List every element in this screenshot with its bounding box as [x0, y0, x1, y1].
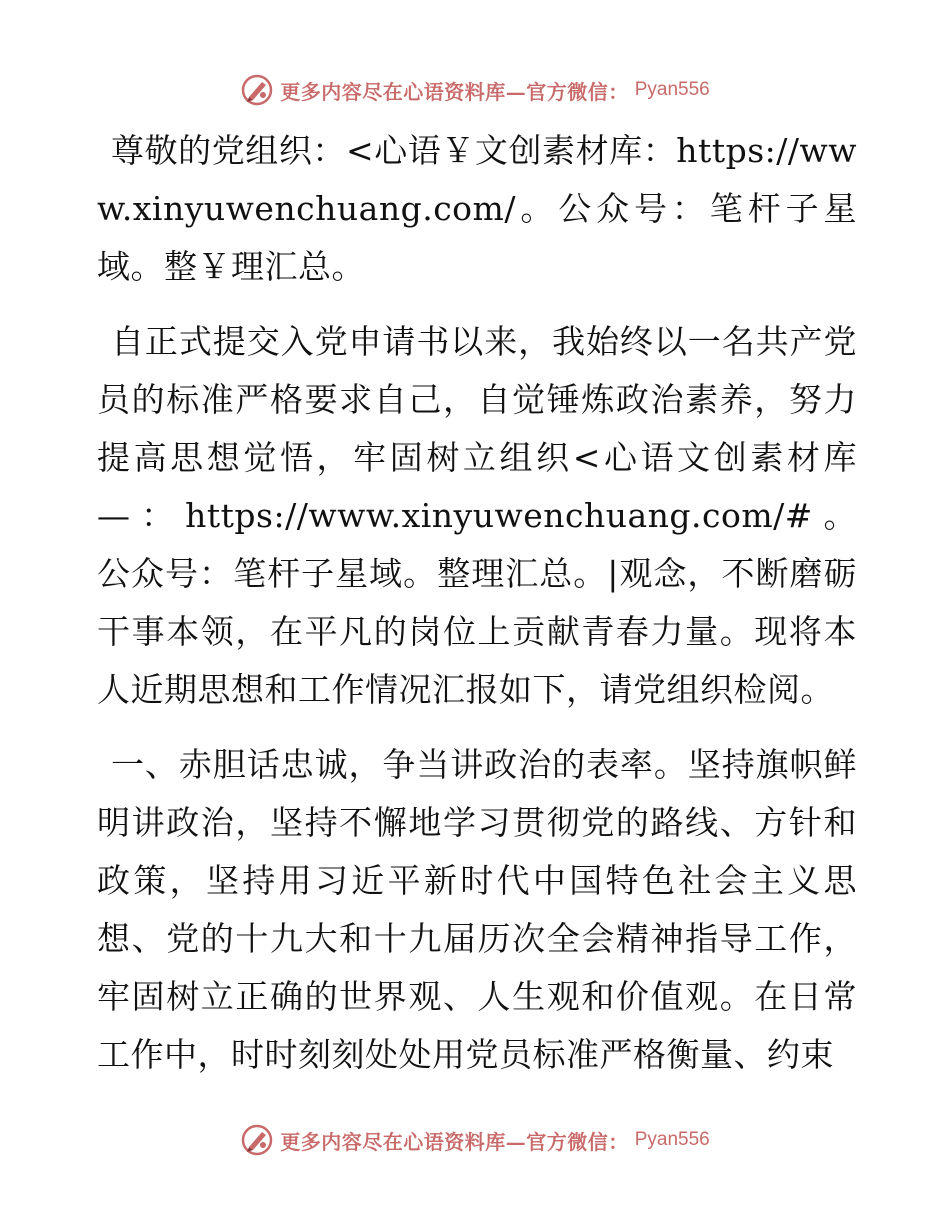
- document-body: [97, 122, 857, 1101]
- banner-text: 更多内容尽在心语资料库—官方微信：: [280, 1129, 629, 1154]
- banner-wechat-id: Pyan556: [634, 79, 710, 100]
- paragraph-section-one: 一、赤胆话忠诚，争当讲政治的表率。坚持旗帜鲜明讲政治，坚持不懈地学习贯彻党的路线、方针和政策，坚持用习近平新时代中国特色社会主义思想、党的十九大和十九届历次全会精神指导工作，牢固树立正确的世界观、人生观和价值观。在日常工作中，时时刻刻处处用党员标准严格衡量、约束: [97, 745, 857, 1074]
- paragraph-intro: 自正式提交入党申请书以来，我始终以一名共产党员的标准严格要求自己，自觉锤炼政治素养，努力提高思想觉悟，牢固树立组织<心语文创素材库—：https://www.xinyuwenchuang.com/#。公众号：笔杆子星域。整理汇总。|观念，不断磨砺干事本领，在平凡的岗位上贡献青春力量。现将本人近期思想和工作情况汇报如下，请党组织检阅。: [97, 322, 857, 709]
- paragraph-salutation: 尊敬的党组织：<心语￥文创素材库：https://www.xinyuwenchuang.com/。公众号：笔杆子星域。整￥理汇总。: [97, 131, 857, 286]
- header-banner: [0, 70, 950, 110]
- brand-logo-icon: [240, 73, 274, 107]
- banner-wechat-id: Pyan556: [634, 1129, 710, 1150]
- brand-logo-icon: [240, 1123, 274, 1157]
- banner-text: 更多内容尽在心语资料库—官方微信：: [280, 79, 629, 104]
- footer-banner: [0, 1120, 950, 1160]
